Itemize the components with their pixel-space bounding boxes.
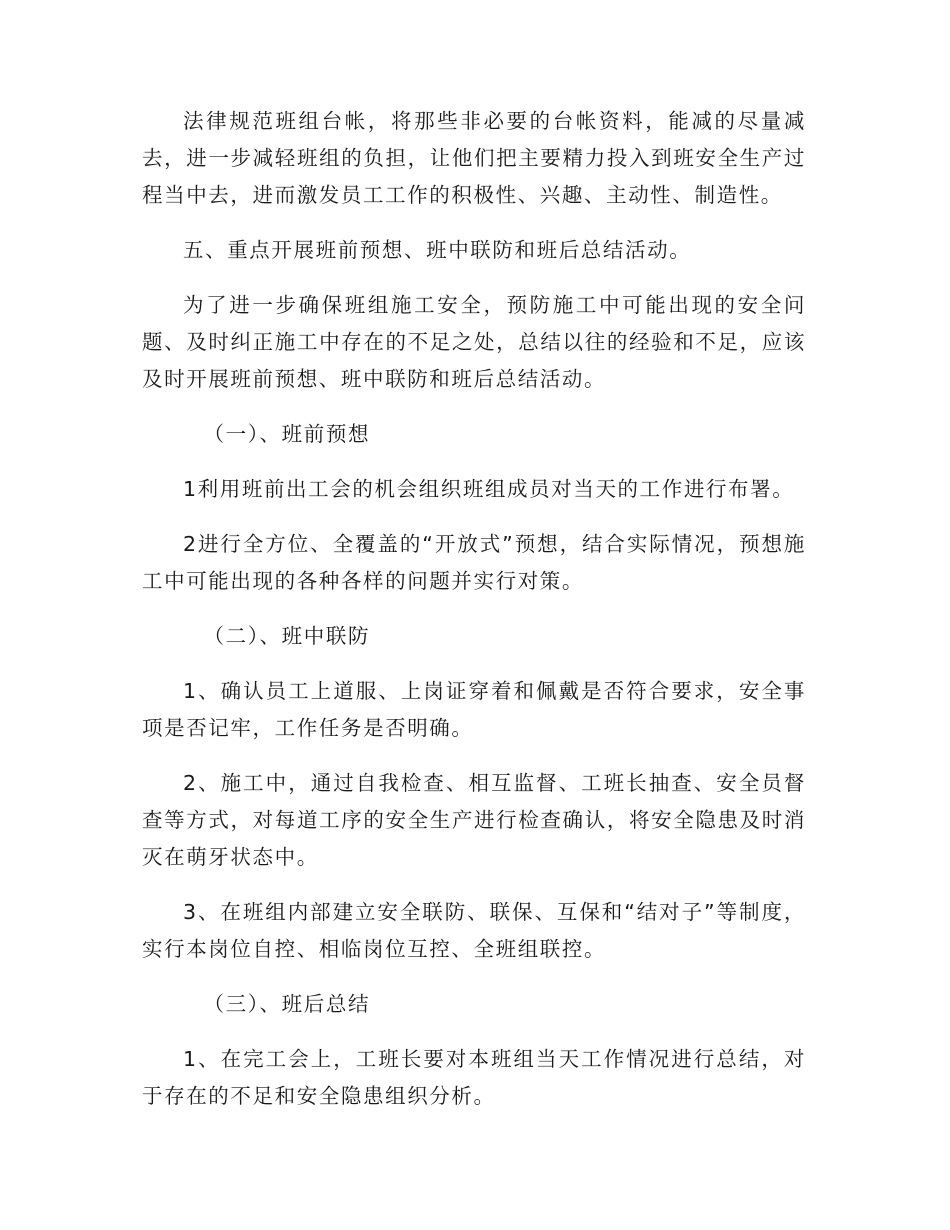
subheading-pre-shift: （一）、班前预想: [203, 422, 371, 446]
paragraph-intro-activities: 为了进一步确保班组施工安全，预防施工中可能出现的安全问题、及时纠正施工中存在的不足之处，总结以往的经验和不足，应该及时开展班前预想、班中联防和班后总结活动。: [142, 293, 806, 391]
list-item-post-shift-1: 1、在完工会上，工班长要对本班组当天工作情况进行总结，对于存在的不足和安全隐患组织分析。: [142, 1047, 806, 1108]
list-item-mid-shift-1: 1、确认员工上道服、上岗证穿着和佩戴是否符合要求，安全事项是否记牢，工作任务是否明确。: [142, 679, 806, 740]
list-item-pre-shift-2: 2进行全方位、全覆盖的“开放式”预想，结合实际情况，预想施工中可能出现的各种各样的问题并实行对策。: [142, 532, 806, 593]
subheading-post-shift: （三）、班后总结: [203, 992, 371, 1016]
list-item-pre-shift-1: 1利用班前出工会的机会组织班组成员对当天的工作进行布署。: [183, 477, 795, 501]
subheading-mid-shift: （二）、班中联防: [203, 624, 371, 648]
list-item-mid-shift-3: 3、在班组内部建立安全联防、联保、互保和“结对子”等制度，实行本岗位自控、相临岗位互控、全班组联控。: [142, 900, 806, 961]
document-body: [142, 103, 806, 1133]
paragraph-ledger-simplification: 法律规范班组台帐，将那些非必要的台帐资料，能减的尽量减去，进一步减轻班组的负担，让他们把主要精力投入到班安全生产过程当中去，进而激发员工工作的积极性、兴趣、主动性、制造性。: [142, 109, 806, 207]
list-item-mid-shift-2: 2、施工中，通过自我检查、相互监督、工班长抽查、安全员督查等方式，对每道工序的安全生产进行检查确认，将安全隐患及时消灭在萌牙状态中。: [142, 771, 806, 869]
section-heading-five: 五、重点开展班前预想、班中联防和班后总结活动。: [183, 238, 692, 262]
